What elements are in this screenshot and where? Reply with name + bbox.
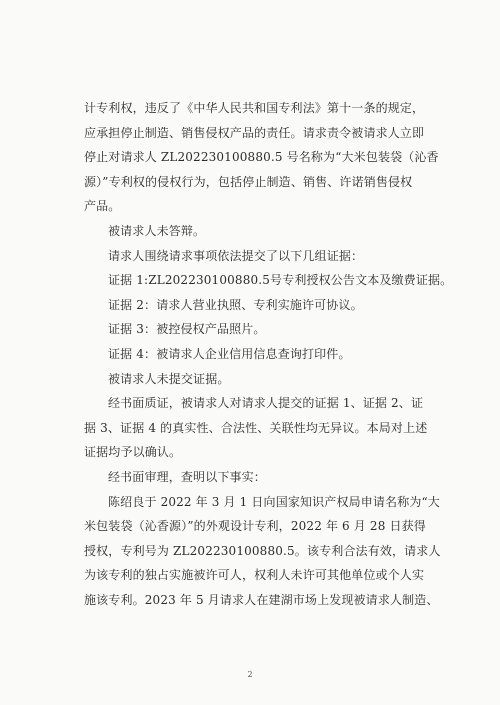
text-line: 请求人围绕请求事项依法提交了以下几组证据： [108,248,364,263]
text-line: 应承担停止制造、销售侵权产品的责任。请求责令被请求人立即 [84,125,425,140]
text-line: 据 3、证据 4 的真实性、合法性、关联性均无异议。本局对上述 [84,420,428,435]
text-line: 被请求人未答辩。 [108,223,206,238]
text-line: 证据均予以确认。 [84,445,182,460]
text-line: 经书面质证，被请求人对请求人提交的证据 1、证据 2、证 [108,396,424,411]
page-number: 2 [247,670,253,679]
text-line: 被请求人未提交证据。 [108,371,230,386]
text-line: 停止对请求人 ZL202230100880.5 号名称为“大米包装袋（沁香 [84,150,439,165]
text-line: 源）”专利权的侵权行为，包括停止制造、销售、许诺销售侵权 [84,174,413,189]
text-line: 授权，专利号为 ZL202230100880.5。该专利合法有效，请求人 [84,543,441,558]
text-line: 证据 3：被控侵权产品照片。 [108,322,266,337]
text-line: 陈绍良于 2022 年 3 月 1 日向国家知识产权局申请名称为“大 [108,494,440,509]
text-line: 证据 4：被请求人企业信用信息查询打印件。 [108,346,351,361]
text-line: 为该专利的独占实施被许可人，权利人未许可其他单位或个人实 [84,568,425,583]
document-body [84,96,453,612]
text-line: 经书面审理，查明以下事实： [108,469,266,484]
text-line: 米包装袋（沁香源）”的外观设计专利，2022 年 6 月 28 日获得 [84,519,426,534]
text-line: 计专利权，违反了《中华人民共和国专利法》第十一条的规定， [84,101,425,115]
text-line: 证据 1:ZL202230100880.5号专利授权公告文本及缴费证据。 [108,273,453,288]
text-line: 产品。 [84,199,121,214]
text-line: 证据 2：请求人营业执照、专利实施许可协议。 [108,297,363,312]
text-line: 施该专利。2023 年 5 月请求人在建湖市场上发现被请求人制造、 [84,592,439,607]
